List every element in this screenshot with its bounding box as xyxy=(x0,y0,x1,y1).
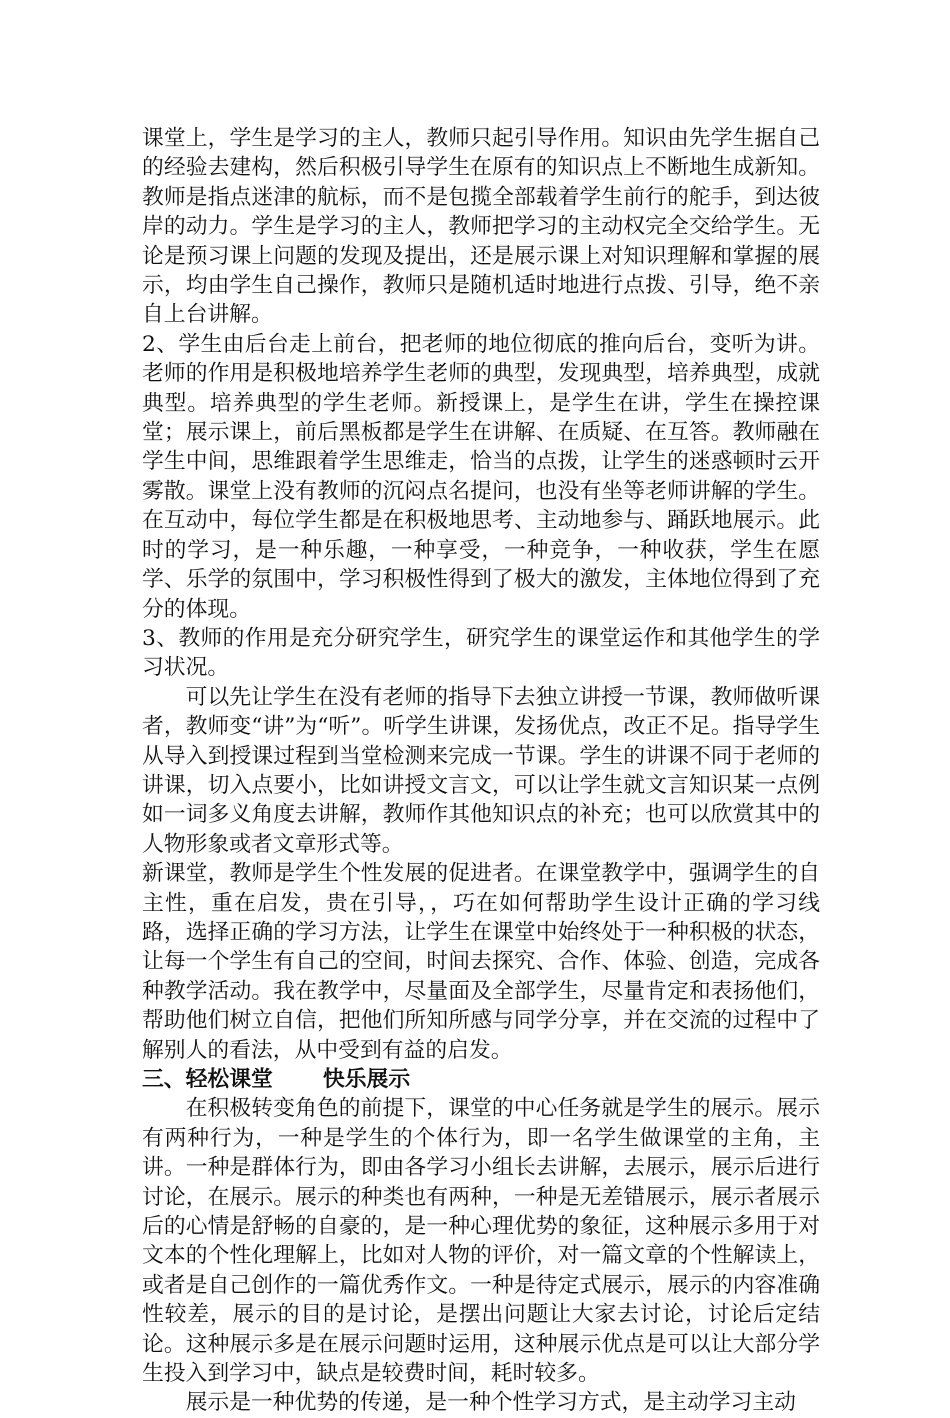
document-page xyxy=(142,124,820,1418)
paragraph-new-classroom: 新课堂，教师是学生个性发展的促进者。在课堂教学中，强调学生的自主性，重在启发，贵在引导，，巧在如何帮助学生设计正确的学习线路，选择正确的学习方法，让学生在课堂中始终处于一种积极的状态，让每一个学生有自己的空间，时间去探究、合作、体验、创造，完成各种教学活动。我在教学中，尽量面及全部学生，尽量肯定和表扬他们，帮助他们树立自信，把他们所知所感与同学分享，并在交流的过程中了解别人的看法，从中受到有益的启发。 xyxy=(142,861,820,1063)
paragraph-student-teaching: 可以先让学生在没有老师的指导下去独立讲授一节课，教师做听课者，教师变“讲”为“听”。听学生讲课，发扬优点，改正不足。指导学生从导入到授课过程到当堂检测来完成一节课。学生的讲课不同于老师的讲课，切入点要小，比如讲授文言文，可以让学生就文言知识某一点例如一词多义角度去讲解，教师作其他知识点的补充；也可以欣赏其中的人物形象或者文章形式等。 xyxy=(142,684,820,857)
paragraph-showcase: 在积极转变角色的前提下，课堂的中心任务就是学生的展示。展示有两种行为，一种是学生的个体行为，即一名学生做课堂的主角，主讲。一种是群体行为，即由各学习小组长去讲解，去展示，展示后进行讨论，在展示。展示的种类也有两种，一种是无差错展示，展示者展示后的心情是舒畅的自豪的，是一种心理优势的象征，这种展示多用于对文本的个性化理解上，比如对人物的评价，对一篇文章的个性解读上，或者是自己创作的一篇优秀作文。一种是待定式展示，展示的内容准确性较差，展示的目的是讨论，是摆出问题让大家去讨论，讨论后定结论。这种展示多是在展示问题时运用，这种展示优点是可以让大部分学生投入到学习中，缺点是较费时间，耗时较多。 xyxy=(142,1096,820,1387)
paragraph-point-3: 3、教师的作用是充分研究学生，研究学生的课堂运作和其他学生的学习状况。 xyxy=(142,625,820,681)
section-heading xyxy=(142,1065,820,1094)
paragraph-point-2: 2、学生由后台走上前台，把老师的地位彻底的推向后台，变听为讲。老师的作用是积极地培养学生老师的典型，发现典型，培养典型，成就典型。培养典型的学生老师。新授课上，是学生在讲，学生在操控课堂；展示课上，前后黑板都是学生在讲解、在质疑、在互答。教师融在学生中间，思维跟着学生思维走，恰当的点拨，让学生的迷惑顿时云开雾散。课堂上没有教师的沉闷点名提问，也没有坐等老师讲解的学生。在互动中，每位学生都是在积极地思考、主动地参与、踊跃地展示。此时的学习，是一种乐趣，一种享受，一种竞争，一种收获，学生在愿学、乐学的氛围中，学习积极性得到了极大的激发，主体地位得到了充分的体现。 xyxy=(142,331,820,622)
section-heading-part2: 快乐展示 xyxy=(322,1067,411,1092)
paragraph-student-role: 课堂上，学生是学习的主人，教师只起引导作用。知识由先学生据自己的经验去建构，然后积极引导学生在原有的知识点上不断地生成新知。教师是指点迷津的航标，而不是包揽全部载着学生前行的舵手，到达彼岸的动力。学生是学习的主人，教师把学习的主动权完全交给学生。无论是预习课上问题的发现及提出，还是展示课上对知识理解和掌握的展示，均由学生自己操作，教师只是随机适时地进行点拨、引导，绝不亲自上台讲解。 xyxy=(142,126,820,328)
paragraph-showcase-continued: 展示是一种优势的传递，是一种个性学习方式，是主动学习主动 xyxy=(185,1390,796,1416)
section-heading-part1: 三、轻松课堂 xyxy=(142,1067,273,1092)
